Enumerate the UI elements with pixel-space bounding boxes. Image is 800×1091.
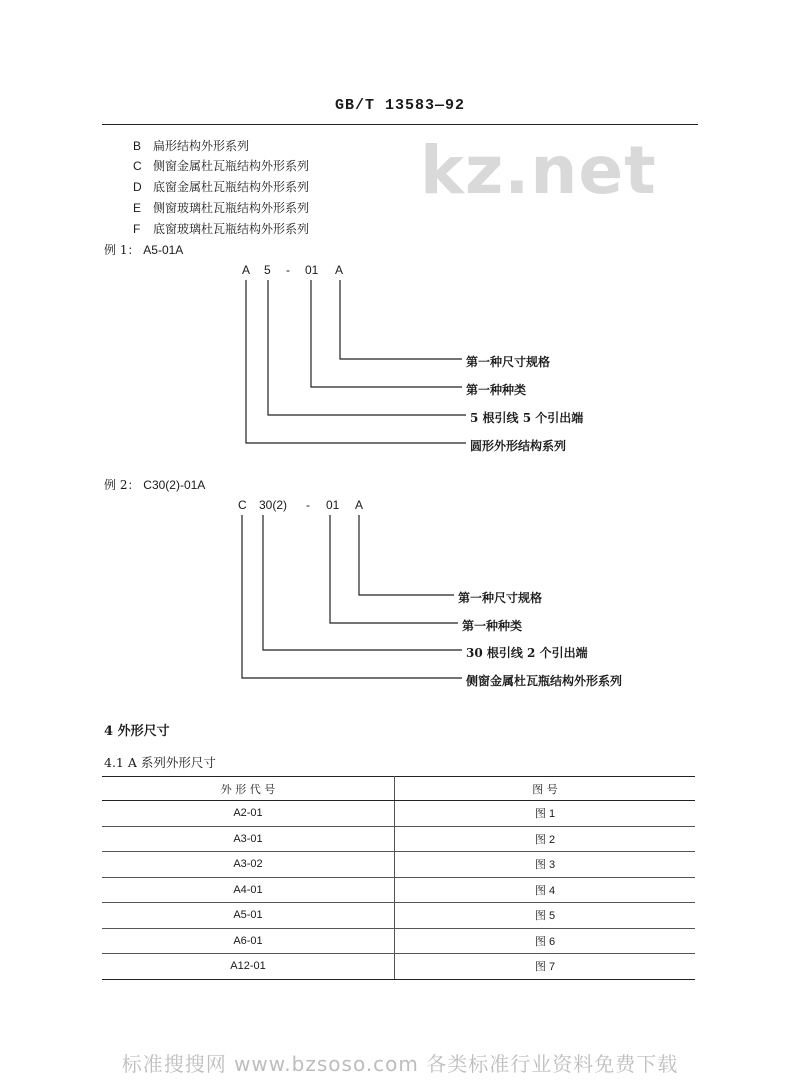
example2-connector-type [330, 515, 458, 623]
cell-outline-code: A4-01 [102, 877, 395, 903]
cell-outline-code: A3-02 [102, 852, 395, 878]
example1-connector-type [311, 280, 462, 387]
example2-connector-series [242, 515, 462, 678]
table-header-row [102, 777, 695, 801]
example2-annotation-series: 侧窗金属杜瓦瓶结构外形系列 [466, 674, 623, 688]
series-text: 侧窗金属杜瓦瓶结构外形系列 [153, 159, 310, 173]
example1-part-leads: 5 [264, 263, 271, 277]
footer-watermark: 标准搜搜网 www.bzsoso.com 各类标准行业资料免费下载 [121, 1052, 679, 1076]
example2-part-size: A [355, 498, 364, 512]
cell-figure-no: 图 1 [395, 801, 696, 827]
cell-figure-no: 图 5 [395, 903, 696, 929]
table-row [102, 852, 695, 878]
series-text: 侧窗玻璃杜瓦瓶结构外形系列 [153, 201, 310, 215]
example1-part-type: 01 [305, 263, 319, 277]
cell-outline-code: A5-01 [102, 903, 395, 929]
example2-connector-size [359, 515, 454, 595]
table-row [102, 826, 695, 852]
cell-outline-code: A3-01 [102, 826, 395, 852]
example1-label: 例 1： [104, 243, 140, 257]
example1-part-dash: - [286, 263, 290, 277]
series-code: D [133, 180, 142, 194]
example1-annotation-leads: 5 根引线 5 个引出端 [470, 411, 584, 425]
cell-figure-no: 图 7 [395, 954, 696, 980]
example1-connector-leads [268, 280, 466, 415]
example2-annotation-size: 第一种尺寸规格 [458, 591, 543, 605]
table-row [102, 928, 695, 954]
cell-outline-code: A2-01 [102, 801, 395, 827]
section-4-1-title: 4.1 A 系列外形尺寸 [104, 755, 216, 770]
cell-figure-no: 图 3 [395, 852, 696, 878]
example1-connector-series [246, 280, 466, 443]
series-text: 底窗玻璃杜瓦瓶结构外形系列 [153, 222, 310, 236]
example2-annotation-type: 第一种种类 [462, 619, 523, 633]
cell-outline-code: A6-01 [102, 928, 395, 954]
watermark: kz.net [420, 132, 657, 209]
example2-connector-leads [263, 515, 462, 650]
table-row [102, 954, 695, 980]
column-header-outline-code: 外 形 代 号 [102, 777, 395, 801]
example2-part-type: 01 [326, 498, 340, 512]
example1-annotation-type: 第一种种类 [466, 383, 527, 397]
cell-outline-code: A12-01 [102, 954, 395, 980]
series-code: F [133, 222, 141, 236]
series-code: C [133, 159, 142, 173]
example1-connector-size [340, 280, 462, 359]
example1-part-size: A [335, 263, 344, 277]
cell-figure-no: 图 4 [395, 877, 696, 903]
series-text: 底窗金属杜瓦瓶结构外形系列 [153, 180, 310, 194]
series-text: 扁形结构外形系列 [153, 139, 250, 153]
column-header-figure-no: 图 号 [395, 777, 696, 801]
example2-code: C30(2)-01A [143, 478, 206, 492]
example1-part-series: A [242, 263, 251, 277]
outline-code-table [102, 776, 695, 980]
cell-figure-no: 图 2 [395, 826, 696, 852]
standard-number-header: GB/T 13583—92 [334, 97, 466, 114]
example2-part-series: C [238, 498, 247, 512]
table-row [102, 877, 695, 903]
example2-part-leads: 30(2) [259, 498, 288, 512]
table-row [102, 903, 695, 929]
example2-annotation-leads: 30 根引线 2 个引出端 [466, 646, 588, 660]
table-row [102, 801, 695, 827]
section-4-title: 4 外形尺寸 [104, 724, 170, 739]
series-code: E [133, 201, 142, 215]
example2-label: 例 2： [104, 478, 140, 492]
example1-annotation-size: 第一种尺寸规格 [466, 355, 551, 369]
example1-annotation-series: 圆形外形结构系列 [470, 439, 567, 453]
example1-code: A5-01A [143, 243, 184, 257]
example2-part-dash: - [306, 498, 310, 512]
series-code: B [133, 139, 142, 153]
cell-figure-no: 图 6 [395, 928, 696, 954]
